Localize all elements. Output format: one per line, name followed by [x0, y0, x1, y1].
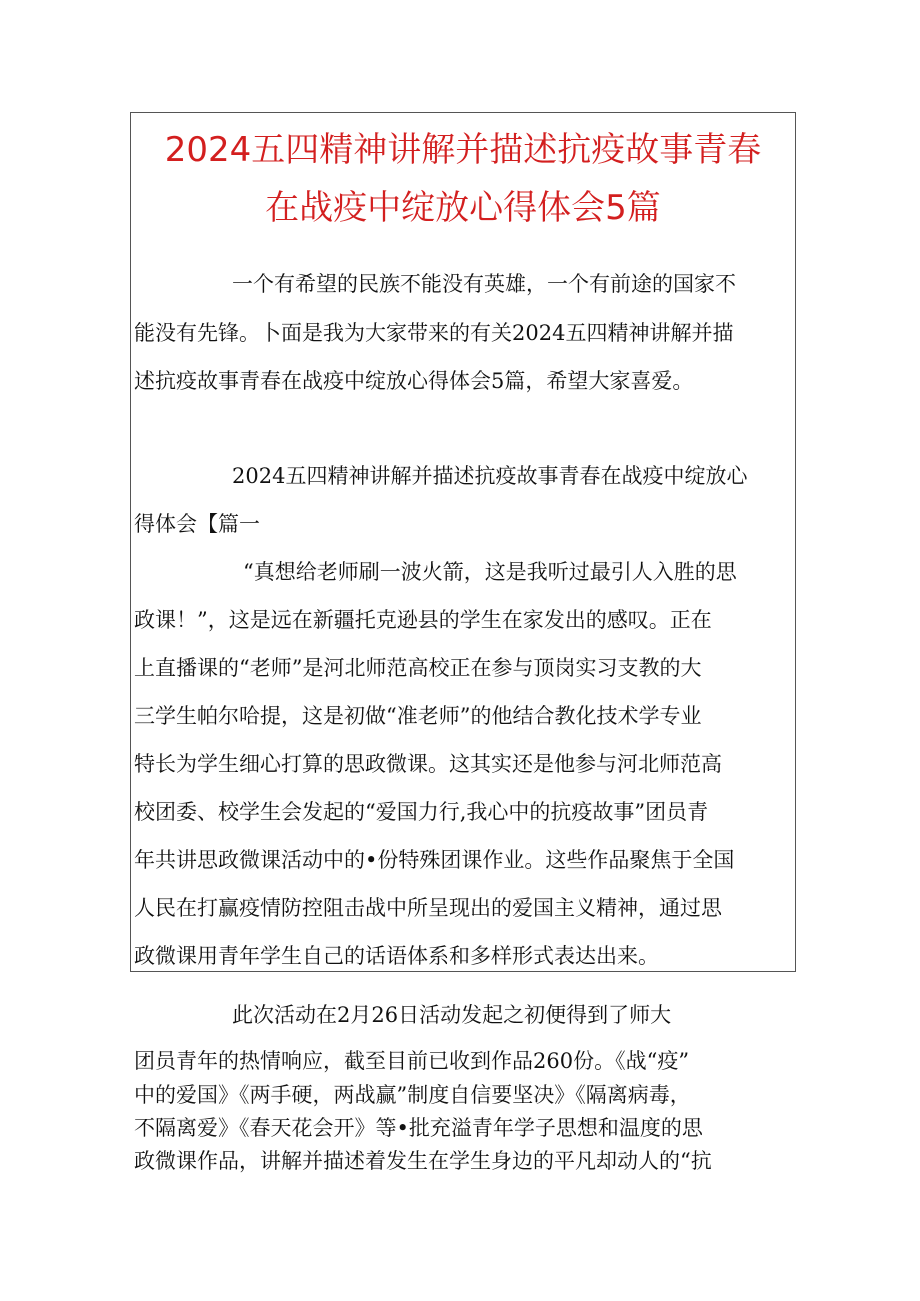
- body-line-7: 年共讲思政微课活动中的•份特殊团课作业。这些作品聚焦于全国: [134, 848, 735, 872]
- body-line-4: 三学生帕尔哈提，这是初做“准老师”的他结合教化技术学专业: [134, 704, 702, 728]
- outside-paragraph-line-1: 团员青年的热情响应，截至目前已收到作品260份。《战“疫”: [134, 1049, 690, 1073]
- body-line-6: 校团委、校学生会发起的“爱国力行,我心中的抗疫故事”团员青: [134, 800, 709, 824]
- section-heading-line-2: 得体会【篇一: [134, 512, 260, 536]
- intro-line-2: 能没有先锋。卜面是我为大家带来的有关2024五四精神讲解并描: [134, 321, 734, 345]
- section-heading-line-1: 2024五四精神讲解并描述抗疫故事青春在战疫中绽放心: [232, 464, 748, 488]
- boxed-section: [130, 112, 796, 972]
- body-line-5: 特长为学生细心打算的思政微课。这其实还是他参与河北师范高: [134, 752, 722, 776]
- document-title-line-1: 2024五四精神讲解并描述抗疫故事青春: [164, 130, 762, 170]
- document-title-line-2: 在战疫中绽放心得体会5篇: [265, 188, 661, 228]
- intro-line-3: 述抗疫故事青春在战疫中绽放心得体会5篇，希望大家喜爱。: [134, 369, 694, 393]
- body-line-9: 政微课用青年学生自己的话语体系和多样形式表达出来。: [134, 944, 659, 968]
- body-line-2: 政课！”，这是远在新疆托克逊县的学生在家发出的感叹。正在: [134, 608, 712, 632]
- body-line-3: 上直播课的“老师”是河北师范高校正在参与顶岗实习支教的大: [134, 656, 702, 680]
- outside-paragraph-line-2: 中的爱国》《两手硬，两战赢”制度自信要坚决》《隔离病毒，: [134, 1083, 691, 1107]
- outside-paragraph-line-4: 政微课作品，讲解并描述着发生在学生身边的平凡却动人的“抗: [134, 1149, 712, 1173]
- body-line-1: “真想给老师刷一波火箭，这是我听过最引人入胜的思: [243, 560, 737, 584]
- body-line-8: 人民在打赢疫情防控阻击战中所呈现出的爱国主义精神，通过思: [134, 896, 722, 920]
- outside-paragraph-line-3: 不隔离爱》《春天花会开》等•批充溢青年学子思想和温度的思: [134, 1116, 703, 1140]
- outside-line: 此次活动在2月26日活动发起之初便得到了师大: [232, 1003, 672, 1027]
- intro-line-1: 一个有希望的民族不能没有英雄，一个有前途的国家不: [232, 272, 736, 296]
